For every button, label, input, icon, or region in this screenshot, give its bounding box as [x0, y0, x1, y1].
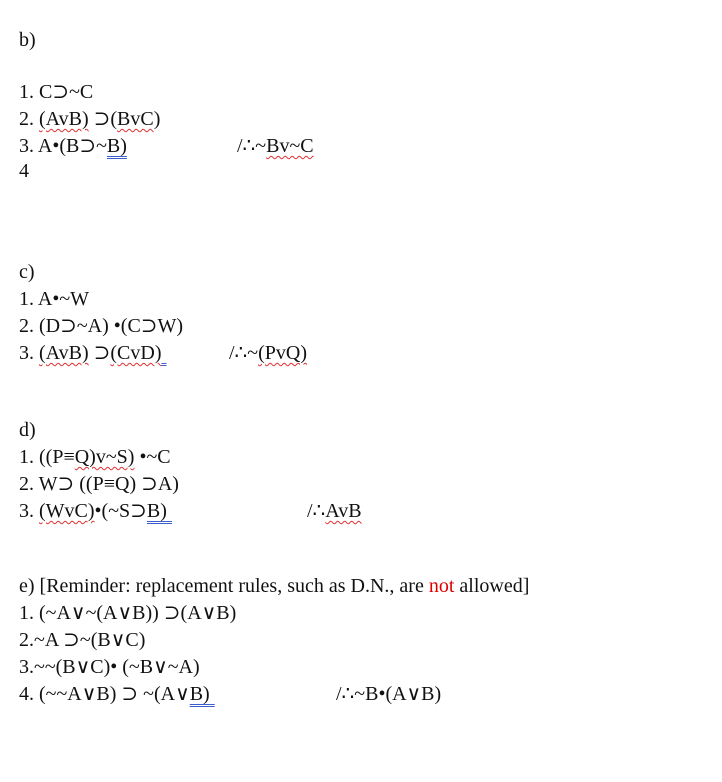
c-line-3: 3. (AvB) ⊃(CvD)	[19, 341, 180, 365]
c-line-1: 1. A•~W	[19, 288, 90, 310]
section-b-label: b)	[19, 29, 36, 51]
spelling-mark[interactable]: AvB	[325, 500, 362, 522]
spelling-mark[interactable]: Q)v~S)	[74, 446, 135, 468]
spelling-mark[interactable]: (AvB)	[39, 108, 89, 130]
grammar-mark[interactable]: B)	[189, 683, 210, 705]
section-d-label: d)	[19, 419, 36, 441]
b-conclusion: /∴~Bv~C	[237, 135, 314, 157]
section-c-label: c)	[19, 261, 35, 283]
b-line-1: 1. C⊃~C	[19, 81, 94, 103]
spelling-mark[interactable]: (WvC)	[39, 500, 95, 522]
b-line-3: 3. A•(B⊃~B)	[19, 135, 127, 157]
e-line-3: 3.~~(B∨C)• (~B∨~A)	[19, 656, 200, 678]
d-conclusion: /∴AvB	[307, 500, 362, 522]
spelling-mark[interactable]: (AvB)	[39, 342, 89, 364]
d-line-1: 1. ((P≡Q)v~S) •~C	[19, 446, 171, 468]
b-line-4: 4	[19, 160, 29, 182]
c-conclusion: /∴~(PvQ)	[229, 342, 307, 364]
d-line-3: 3. (WvC)•(~S⊃B)	[19, 499, 183, 523]
c-line-2: 2. (D⊃~A) •(C⊃W)	[19, 315, 184, 337]
b-line-2: 2. (AvB) ⊃(BvC)	[19, 108, 161, 130]
spelling-mark[interactable]: (CvD)	[110, 342, 162, 364]
e-line-4: 4. (~~A∨B) ⊃ ~(A∨B)	[19, 682, 226, 706]
e-conclusion: /∴~B•(A∨B)	[336, 683, 442, 705]
spelling-mark[interactable]: Bv~C	[266, 135, 314, 157]
e-line-1: 1. (~A∨~(A∨B)) ⊃(A∨B)	[19, 602, 237, 624]
grammar-mark[interactable]: B)	[106, 135, 127, 157]
spelling-mark[interactable]: (PvQ)	[258, 342, 307, 364]
grammar-mark[interactable]: B)	[146, 500, 167, 522]
grammar-mark[interactable]	[210, 682, 226, 706]
not-emphasis: not	[428, 575, 455, 597]
grammar-mark[interactable]	[162, 341, 180, 365]
e-line-2: 2.~A ⊃~(B∨C)	[19, 629, 146, 651]
d-line-2: 2. W⊃ ((P≡Q) ⊃A)	[19, 473, 179, 495]
grammar-mark[interactable]	[167, 499, 183, 523]
spelling-mark[interactable]: BvC	[117, 108, 154, 130]
section-e-label: e) [Reminder: replacement rules, such as D.N., are not allowed]	[19, 575, 530, 597]
